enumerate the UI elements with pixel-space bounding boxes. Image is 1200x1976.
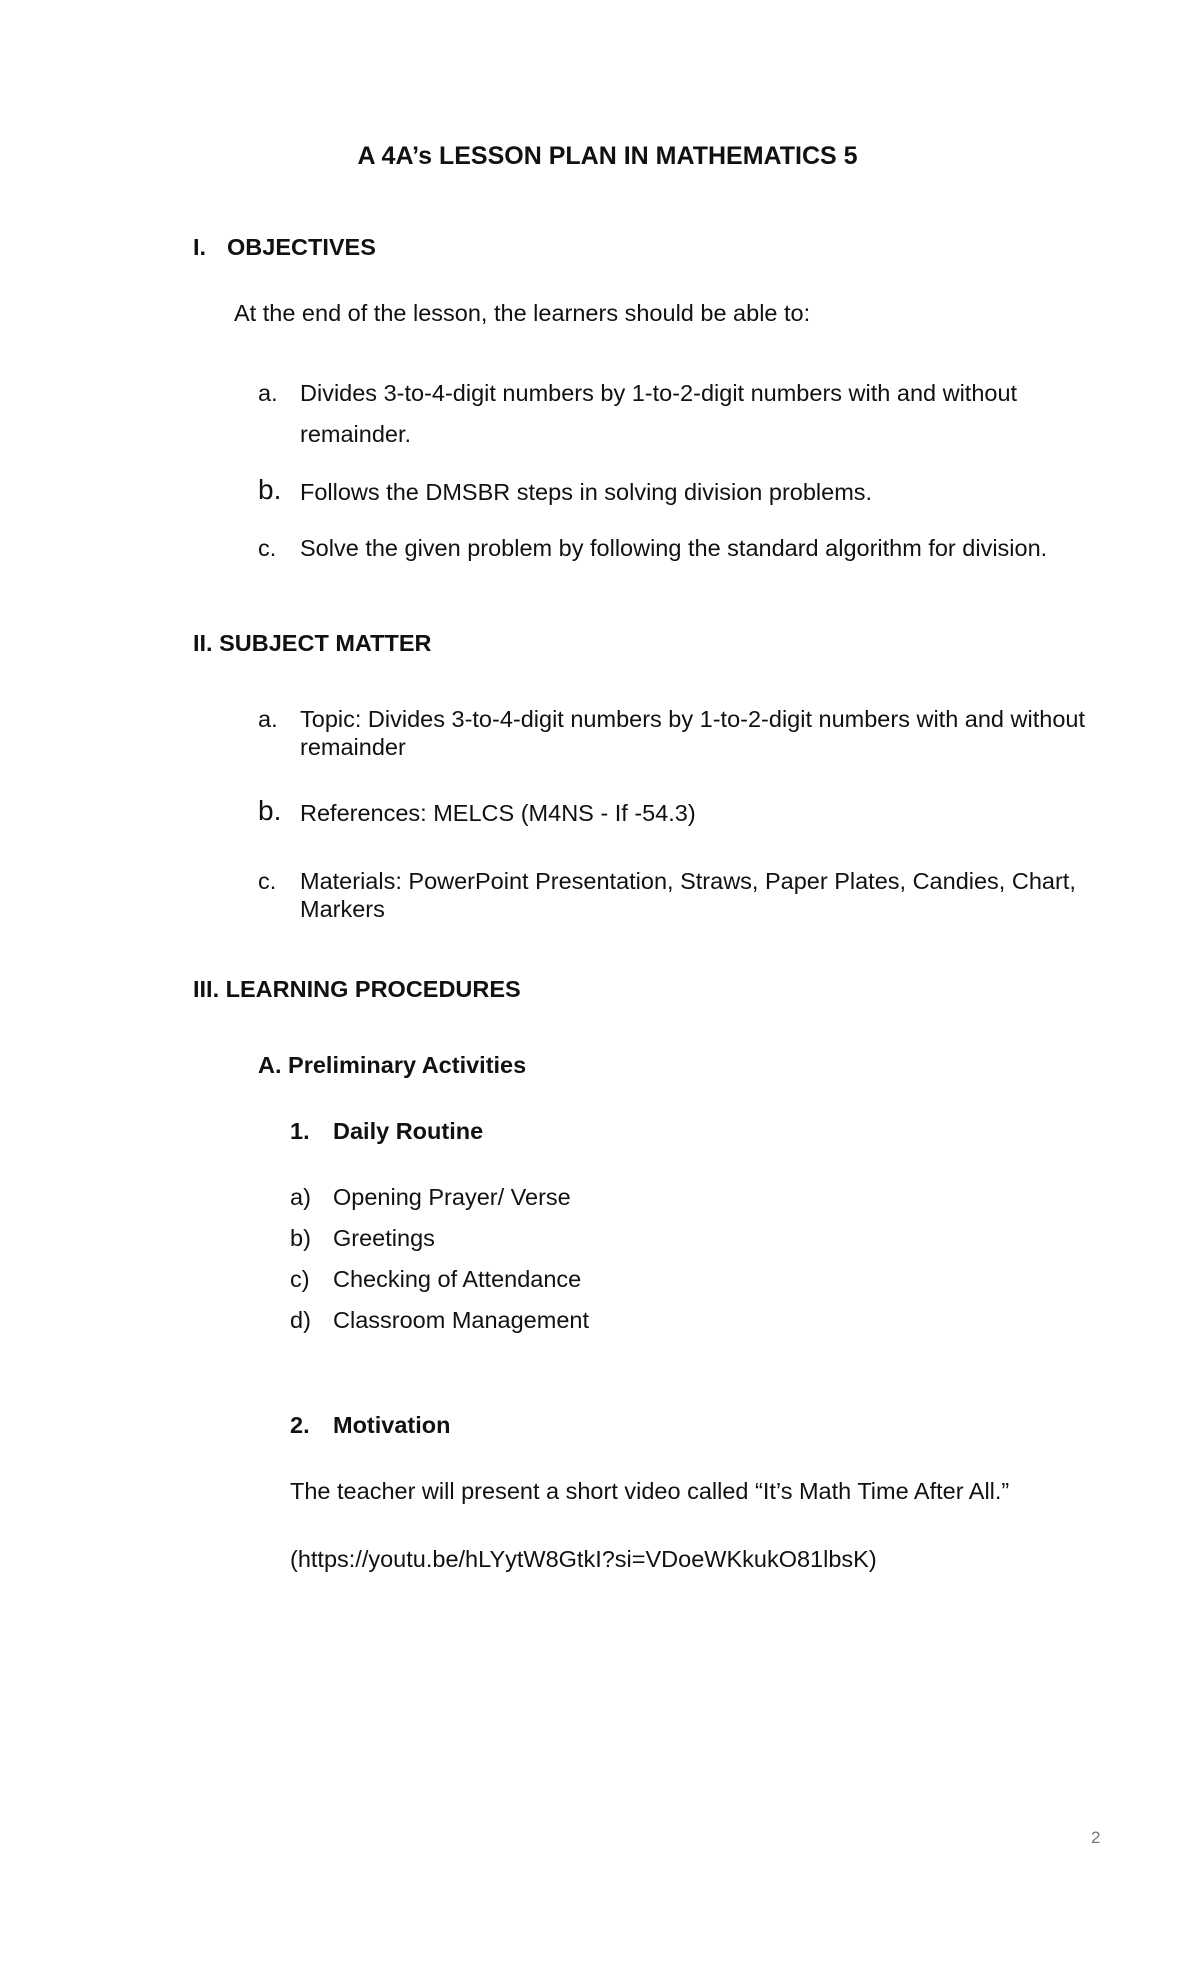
list-item: Topic: Divides 3-to-4-digit numbers by 1-to-2-digit numbers with and without: [300, 706, 1085, 732]
list-marker: b.: [258, 795, 282, 826]
list-marker: d): [290, 1307, 311, 1333]
preliminary-activities-heading: A. Preliminary Activities: [258, 1052, 527, 1078]
list-item-continuation: Markers: [300, 896, 385, 922]
daily-routine-heading: Daily Routine: [333, 1118, 484, 1144]
list-item: Opening Prayer/ Verse: [333, 1184, 571, 1210]
list-marker: b.: [258, 474, 282, 505]
list-item: Classroom Management: [333, 1307, 589, 1333]
list-item: Checking of Attendance: [333, 1266, 582, 1292]
list-item: Divides 3-to-4-digit numbers by 1-to-2-digit numbers with and without: [300, 380, 1018, 406]
motivation-heading: Motivation: [333, 1412, 451, 1438]
list-marker: b): [290, 1225, 311, 1251]
subject-matter-heading: II. SUBJECT MATTER: [193, 630, 432, 656]
list-item: References: MELCS (M4NS - If -54.3): [300, 800, 696, 826]
motivation-text: The teacher will present a short video called “It’s Math Time After All.”: [290, 1478, 1010, 1504]
list-item: Materials: PowerPoint Presentation, Straws, Paper Plates, Candies, Chart,: [300, 868, 1076, 894]
list-item-continuation: remainder.: [300, 421, 412, 447]
list-item-continuation: remainder: [300, 734, 406, 760]
objectives-heading: OBJECTIVES: [227, 234, 376, 260]
daily-routine-number: 1.: [290, 1118, 310, 1144]
list-marker: c.: [258, 868, 277, 894]
objectives-intro: At the end of the lesson, the learners should be able to:: [234, 300, 811, 326]
list-marker: a.: [258, 380, 278, 406]
objectives-numeral: I.: [193, 234, 207, 260]
list-marker: c.: [258, 535, 277, 561]
list-marker: a.: [258, 706, 278, 732]
learning-procedures-heading: III. LEARNING PROCEDURES: [193, 976, 521, 1002]
list-marker: c): [290, 1266, 310, 1292]
list-item: Follows the DMSBR steps in solving division problems.: [300, 479, 873, 505]
list-marker: a): [290, 1184, 311, 1210]
list-item: Solve the given problem by following the standard algorithm for division.: [300, 535, 1048, 561]
video-link[interactable]: (https://youtu.be/hLYytW8GtkI?si=VDoeWKkukO81lbsK): [290, 1546, 877, 1572]
page-number: 2: [1091, 1828, 1101, 1847]
motivation-number: 2.: [290, 1412, 310, 1438]
page-title: A 4A’s LESSON PLAN IN MATHEMATICS 5: [357, 142, 858, 170]
list-item: Greetings: [333, 1225, 435, 1251]
